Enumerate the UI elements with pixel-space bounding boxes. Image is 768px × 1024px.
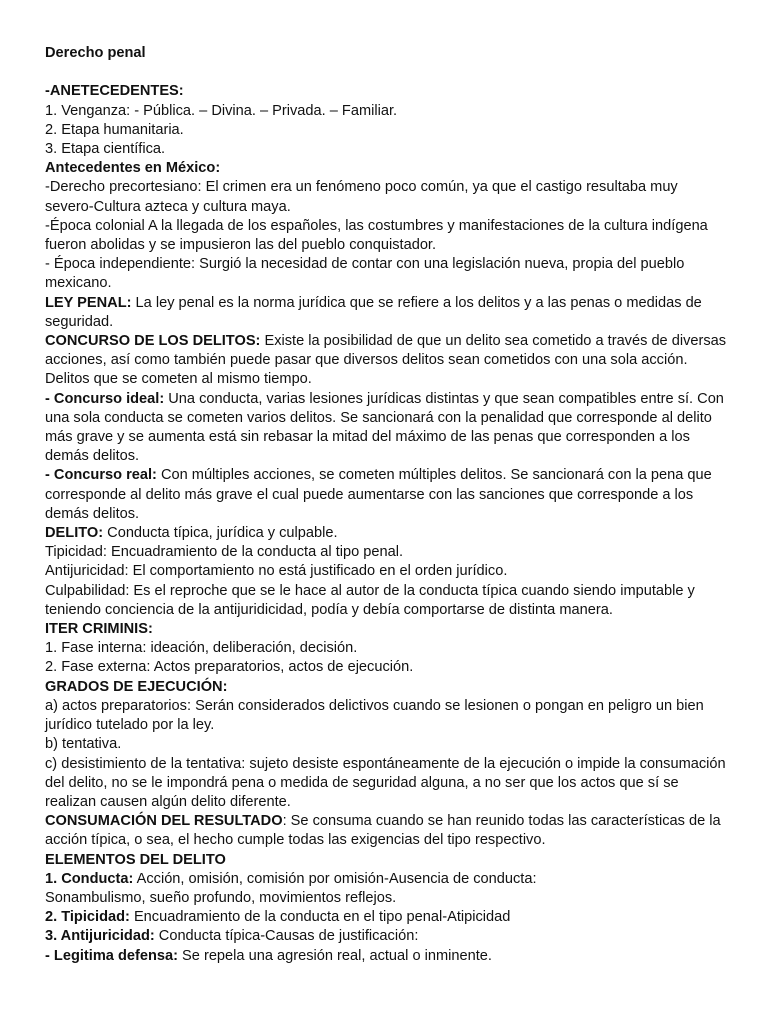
paragraph-concurso-real: - Concurso real: Con múltiples acciones, se cometen múltiples delitos. Se sancionará con la pena que corresponde al delito más grave el cual puede aumentarse con las sanciones que corresponde a los demás delitos. xyxy=(45,467,712,522)
section-heading-grados: GRADOS DE EJECUCIÓN: xyxy=(45,678,228,695)
paragraph: Sonambulismo, sueño profundo, movimientos reflejos. xyxy=(45,889,397,906)
list-item: b) tentativa. xyxy=(45,736,122,753)
paragraph: Tipicidad: Encuadramiento de la conducta al tipo penal. xyxy=(45,544,404,561)
section-heading-mexico: Antecedentes en México: xyxy=(45,160,221,177)
paragraph-delito: DELITO: Conducta típica, jurídica y culpable. xyxy=(45,525,338,542)
list-item: 1. Fase interna: ideación, deliberación, decisión. xyxy=(45,640,358,657)
list-item: 3. Etapa científica. xyxy=(45,141,166,157)
paragraph-consumacion: CONSUMACIÓN DEL RESULTADO: Se consuma cuando se han reunido todas las características de la acción típica, o sea, el hecho cumple todas las exigencias del tipo respectivo. xyxy=(45,813,721,849)
document-title: Derecho penal xyxy=(45,45,146,61)
list-item: 1. Venganza: - Pública. – Divina. – Privada. – Familiar. xyxy=(45,102,398,119)
paragraph-antijuricidad: 3. Antijuricidad: Conducta típica-Causas de justificación: xyxy=(45,928,419,945)
paragraph-concurso-ideal: - Concurso ideal: Una conducta, varias lesiones jurídicas distintas y que sean compatibles entre sí. Con una sola conducta se cometen varios delitos. Se sancionará con la penalidad que corresponde al delito más grave y se aumenta está sin rebasar la mitad del máximo de las penas que corresponden a los demás delitos. xyxy=(45,390,724,465)
paragraph: -Derecho precortesiano: El crimen era un fenómeno poco común, ya que el castigo resultaba muy severo-Cultura azteca y cultura maya. xyxy=(45,179,678,215)
section-heading-elementos: ELEMENTOS DEL DELITO xyxy=(45,851,226,868)
section-heading-iter-criminis: ITER CRIMINIS: xyxy=(45,621,153,638)
list-item: a) actos preparatorios: Serán considerados delictivos cuando se lesionen o pongan en peligro un bien jurídico tutelado por la ley. xyxy=(45,697,704,734)
list-item: 2. Fase externa: Actos preparatorios, actos de ejecución. xyxy=(45,659,414,676)
paragraph-concurso-delitos: CONCURSO DE LOS DELITOS: Existe la posibilidad de que un delito sea cometido a través de diversas acciones, así como también puede pasar que diversos delitos sean cometidos con una sola acción. Delitos que se cometen al mismo tiempo. xyxy=(45,333,727,388)
paragraph-conducta: 1. Conducta: Acción, omisión, comisión por omisión-Ausencia de conducta: xyxy=(45,870,537,887)
list-item: c) desistimiento de la tentativa: sujeto desiste espontáneamente de la ejecución o impide la consumación del delito, no se le impondrá pena o medida de seguridad alguna, a no ser que los actos que sí se realizan causen algún delito diferente. xyxy=(45,755,726,810)
paragraph: Antijuricidad: El comportamiento no está justificado en el orden jurídico. xyxy=(45,563,508,580)
paragraph-tipicidad: 2. Tipicidad: Encuadramiento de la conducta en el tipo penal-Atipicidad xyxy=(45,909,511,926)
section-heading-antecedentes: -ANETECEDENTES: xyxy=(45,83,184,100)
paragraph-legitima-defensa: - Legitima defensa: Se repela una agresión real, actual o inminente. xyxy=(45,947,492,964)
list-item: 2. Etapa humanitaria. xyxy=(45,121,184,138)
paragraph-ley-penal: LEY PENAL: La ley penal es la norma jurídica que se refiere a los delitos y a las penas o medidas de seguridad. xyxy=(45,294,702,330)
paragraph: - Época independiente: Surgió la necesidad de contar con una legislación nueva, propia del pueblo mexicano. xyxy=(45,256,685,292)
paragraph: -Época colonial A la llegada de los españoles, las costumbres y manifestaciones de la cultura indígena fueron abolidas y se impusieron las del pueblo conquistador. xyxy=(45,217,708,254)
paragraph: Culpabilidad: Es el reproche que se le hace al autor de la conducta típica cuando siendo imputable y teniendo conciencia de la antijuridicidad, podía y debía comportarse de distinta manera. xyxy=(45,582,695,618)
